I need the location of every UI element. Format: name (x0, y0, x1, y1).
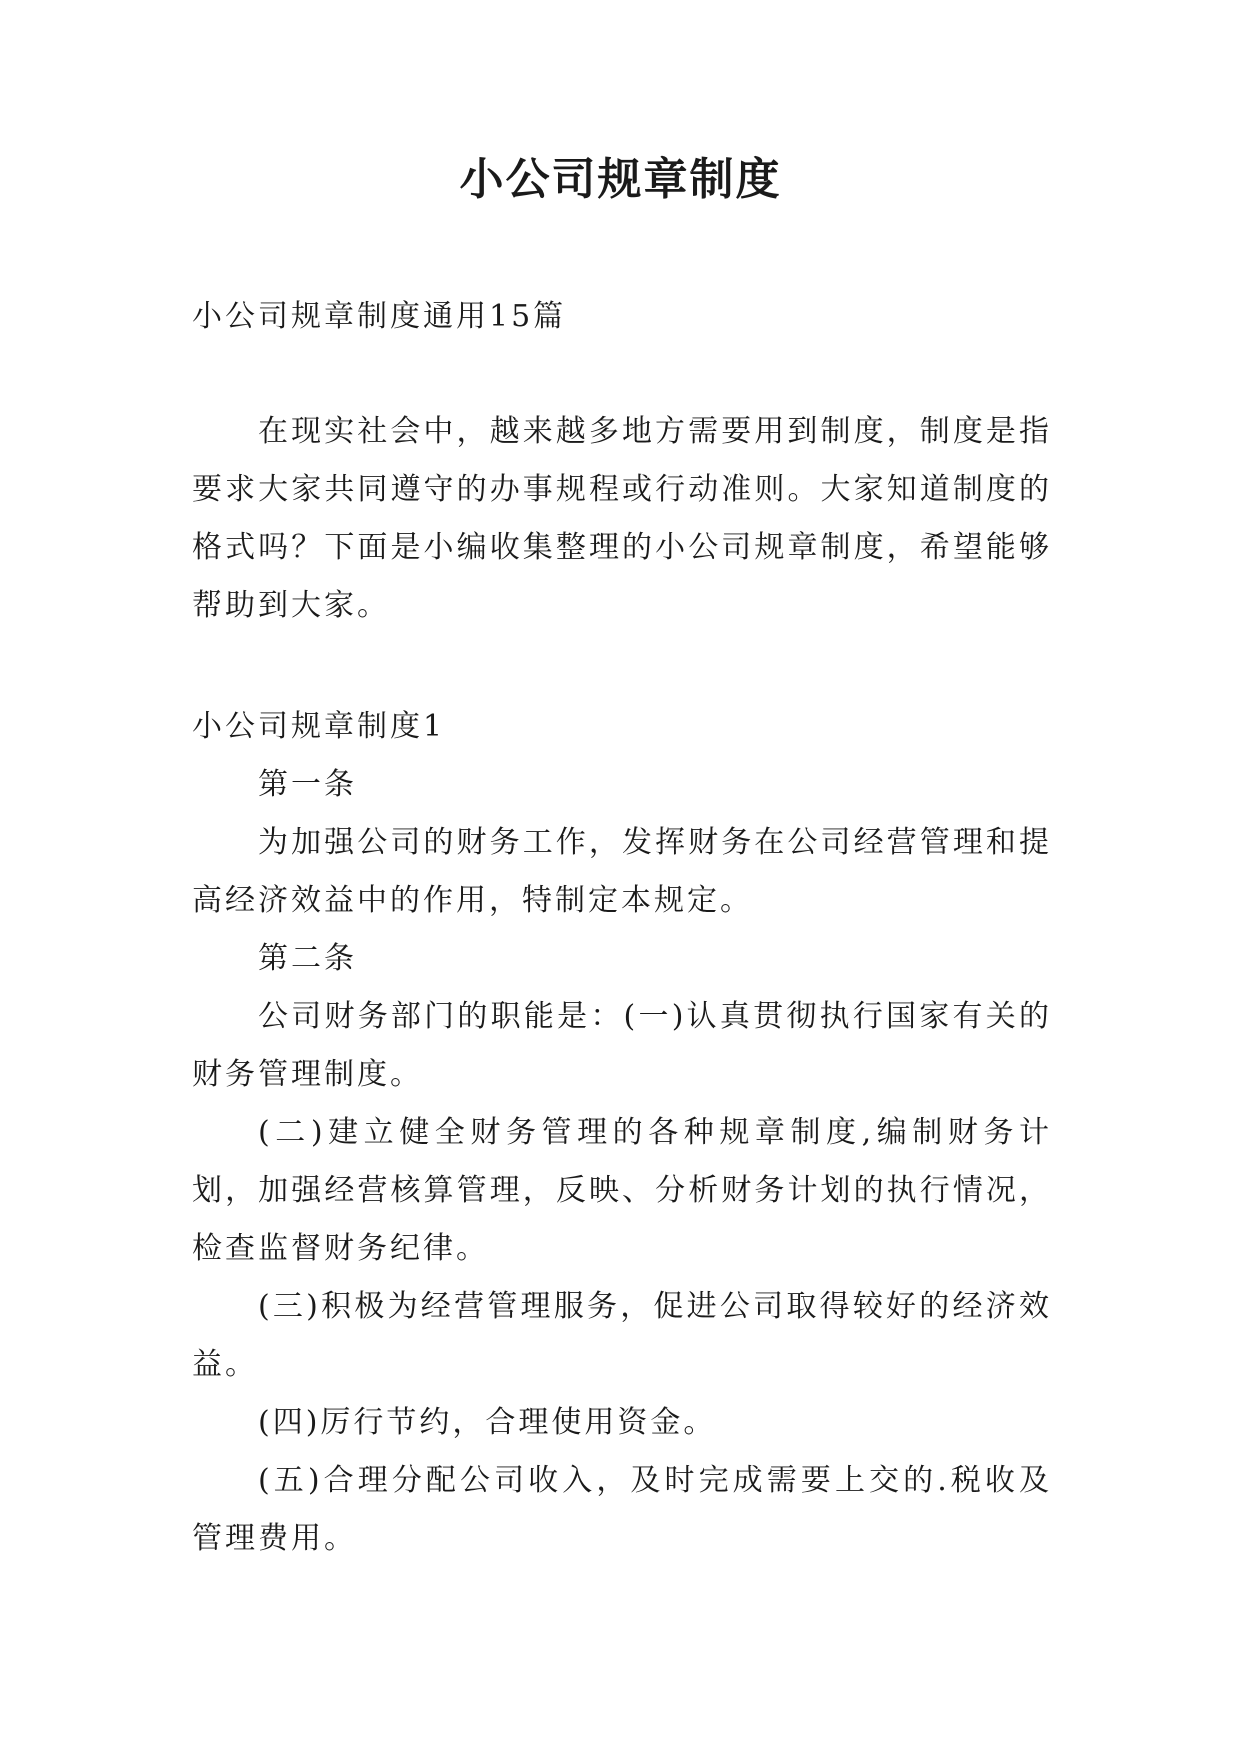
intro-paragraph: 在现实社会中，越来越多地方需要用到制度，制度是指要求大家共同遵守的办事规程或行动准则。大家知道制度的格式吗？下面是小编收集整理的小公司规章制度，希望能够帮助到大家。 (192, 414, 1052, 623)
body-paragraph: (三)积极为经营管理服务，促进公司取得较好的经济效益。 (192, 1289, 1052, 1382)
body-paragraph: (二)建立健全财务管理的各种规章制度,编制财务计划，加强经营核算管理，反映、分析财务计划的执行情况，检查监督财务纪律。 (192, 1115, 1052, 1266)
body-paragraph: (五)合理分配公司收入，及时完成需要上交的.税收及管理费用。 (192, 1463, 1052, 1556)
section-heading: 小公司规章制度1 (192, 709, 446, 744)
document-body (192, 288, 1052, 1568)
body-paragraph: 为加强公司的财务工作，发挥财务在公司经营管理和提高经济效益中的作用，特制定本规定。 (192, 825, 1052, 918)
body-paragraph: (四)厉行节约，合理使用资金。 (258, 1405, 717, 1440)
article-heading: 第二条 (258, 941, 357, 976)
document-title: 小公司规章制度 (459, 154, 782, 205)
article-heading: 第一条 (258, 767, 357, 802)
document-subtitle: 小公司规章制度通用15篇 (192, 299, 567, 334)
body-paragraph: 公司财务部门的职能是：(一)认真贯彻执行国家有关的财务管理制度。 (192, 999, 1052, 1092)
